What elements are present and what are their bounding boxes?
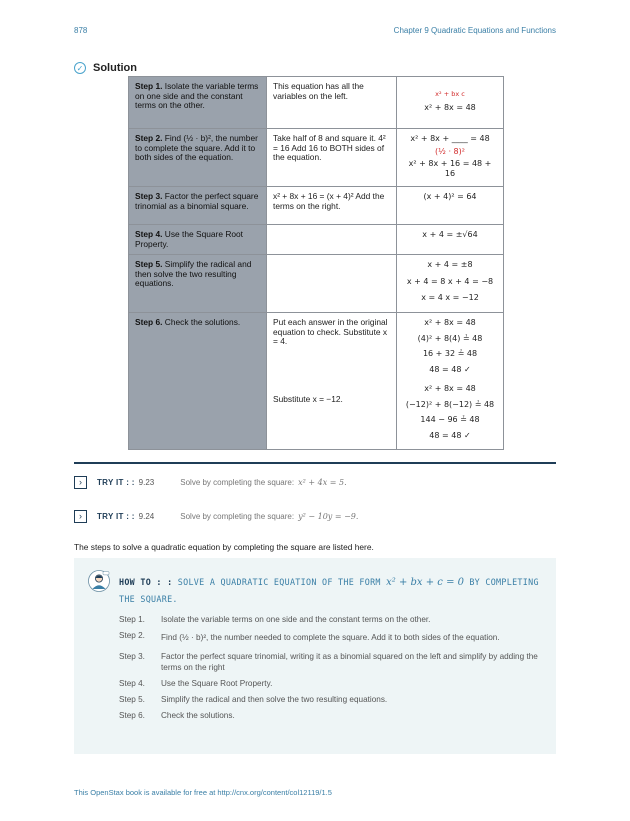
step-number: Step 6.: [135, 317, 163, 327]
math-line: x² + 8x + ____ = 48: [410, 134, 490, 143]
step-number: Step 1.: [135, 81, 163, 91]
math-line: x = 4 x = −12: [421, 293, 479, 302]
table-row: [129, 225, 504, 255]
math-line: 48 = 48 ✓: [429, 430, 471, 440]
try-it-text: Solve by completing the square:: [180, 511, 295, 521]
list-item: [119, 678, 539, 689]
math-line: (x + 4)² = 64: [423, 192, 477, 201]
step-text: Simplify the radical and then solve the two resulting equations.: [161, 695, 388, 704]
math-line: 16 + 32 ≟ 48: [422, 349, 478, 358]
math-line: 48 = 48 ✓: [429, 364, 471, 374]
step-text: Check the solutions.: [164, 317, 241, 327]
table-row: [129, 129, 504, 187]
page-number: 878: [74, 26, 88, 35]
math-line: x² + bx c: [435, 90, 465, 98]
step-number: Step 3.: [135, 191, 163, 201]
step-label: Step 5.: [119, 695, 145, 704]
try-it-number: 9.23: [138, 477, 155, 487]
how-to-equation: x² + bx + c = 0: [386, 577, 464, 588]
step-explanation: Take half of 8 and square it. 4² = 16 Add 16 to BOTH sides of the equation.: [267, 129, 397, 187]
try-it-number: 9.24: [138, 511, 155, 521]
table-row: [129, 187, 504, 225]
step-explanation: This equation has all the variables on the left.: [267, 77, 397, 129]
solution-title: Solution: [93, 62, 137, 74]
try-it-9-23[interactable]: [74, 474, 347, 490]
list-item: [119, 614, 539, 625]
step-number: Step 4.: [135, 229, 163, 239]
math-line: x² + 8x + 16 = 48 + 16: [408, 159, 492, 178]
math-line: 144 − 96 ≟ 48: [420, 415, 480, 424]
page-footer[interactable]: This OpenStax book is available for free at http://cnx.org/content/col12119/1.5: [74, 788, 332, 797]
list-item: [119, 630, 539, 646]
how-to-label: HOW TO : :: [119, 577, 173, 587]
step-text: Use the Square Root Property.: [161, 679, 273, 688]
step-text: Isolate the variable terms on one side and the constant terms on the other.: [135, 81, 259, 110]
try-it-label: TRY IT : :: [97, 511, 135, 521]
try-it-equation: y² − 10y = −9.: [298, 511, 359, 521]
solution-heading: [74, 60, 137, 76]
try-it-text: Solve by completing the square:: [180, 477, 295, 487]
step-text: Isolate the variable terms on one side and the constant terms on the other.: [161, 615, 431, 624]
list-item: [119, 651, 539, 673]
step-text: Use the Square Root Property.: [135, 229, 244, 249]
math-line: x + 4 = 8 x + 4 = −8: [406, 276, 494, 286]
math-line: (−12)² + 8(−12) ≟ 48: [405, 399, 495, 409]
person-icon: [88, 570, 110, 592]
step-text: Find (½ · b)², the number to complete the square. Add it to both sides of the equation.: [135, 133, 258, 162]
how-to-title-text-2: BY COMPLETING THE SQUARE.: [119, 577, 539, 604]
step-text: Check the solutions.: [161, 711, 235, 720]
step-number: Step 2.: [135, 133, 163, 143]
math-line: x + 4 = ±√64: [422, 230, 478, 239]
math-line: (4)² + 8(4) ≟ 48: [417, 333, 483, 343]
how-to-steps: [119, 614, 539, 726]
try-it-label: TRY IT : :: [97, 477, 135, 487]
step-label: Step 4.: [119, 679, 145, 688]
chapter-title: Chapter 9 Quadratic Equations and Functions: [393, 26, 556, 35]
table-row: [129, 77, 504, 129]
chevron-right-icon[interactable]: ›: [74, 510, 87, 523]
list-item: [119, 694, 539, 705]
solution-table: [128, 76, 504, 450]
step-text: Find (½ · b)², the number needed to complete the square. Add it to both sides of the equation.: [161, 633, 500, 642]
how-to-title: [119, 574, 549, 607]
math-line: x² + 8x = 48: [424, 318, 476, 327]
step-label: Step 2.: [119, 631, 145, 640]
try-it-equation: x² + 4x = 5.: [298, 477, 347, 487]
list-item: [119, 710, 539, 721]
step-explanation: [267, 225, 397, 255]
math-line: x + 4 = ±8: [427, 260, 473, 269]
try-it-9-24[interactable]: [74, 508, 358, 524]
step-label: Step 6.: [119, 711, 145, 720]
table-row: [129, 255, 504, 313]
step-text: Simplify the radical and then solve the two resulting equations.: [135, 259, 252, 288]
step-text: Factor the perfect square trinomial as a binomial square.: [135, 191, 259, 211]
intro-paragraph: The steps to solve a quadratic equation by completing the square are listed here.: [74, 542, 374, 552]
step-explanation: [267, 255, 397, 313]
math-line: (½ · 8)²: [435, 146, 465, 156]
section-divider: [74, 462, 556, 464]
step-explanation-2: Substitute x = −12.: [273, 393, 343, 404]
how-to-title-text: SOLVE A QUADRATIC EQUATION OF THE FORM: [177, 577, 381, 587]
table-row: [129, 313, 504, 450]
step-explanation: x² + 8x + 16 = (x + 4)² Add the terms on the right.: [267, 187, 397, 225]
step-label: Step 3.: [119, 652, 145, 661]
page-header: [74, 26, 556, 38]
step-label: Step 1.: [119, 615, 145, 624]
chevron-right-icon[interactable]: ›: [74, 476, 87, 489]
how-to-box: [74, 558, 556, 754]
check-circle-icon: ✓: [74, 62, 86, 74]
math-line: x² + 8x = 48: [424, 102, 476, 112]
step-number: Step 5.: [135, 259, 163, 269]
step-text: Factor the perfect square trinomial, writing it as a binomial squared on the left and simplify by adding the terms on the right: [161, 652, 538, 672]
math-line: x² + 8x = 48: [424, 384, 476, 393]
step-explanation: Put each answer in the original equation to check. Substitute x = 4.: [273, 317, 388, 346]
